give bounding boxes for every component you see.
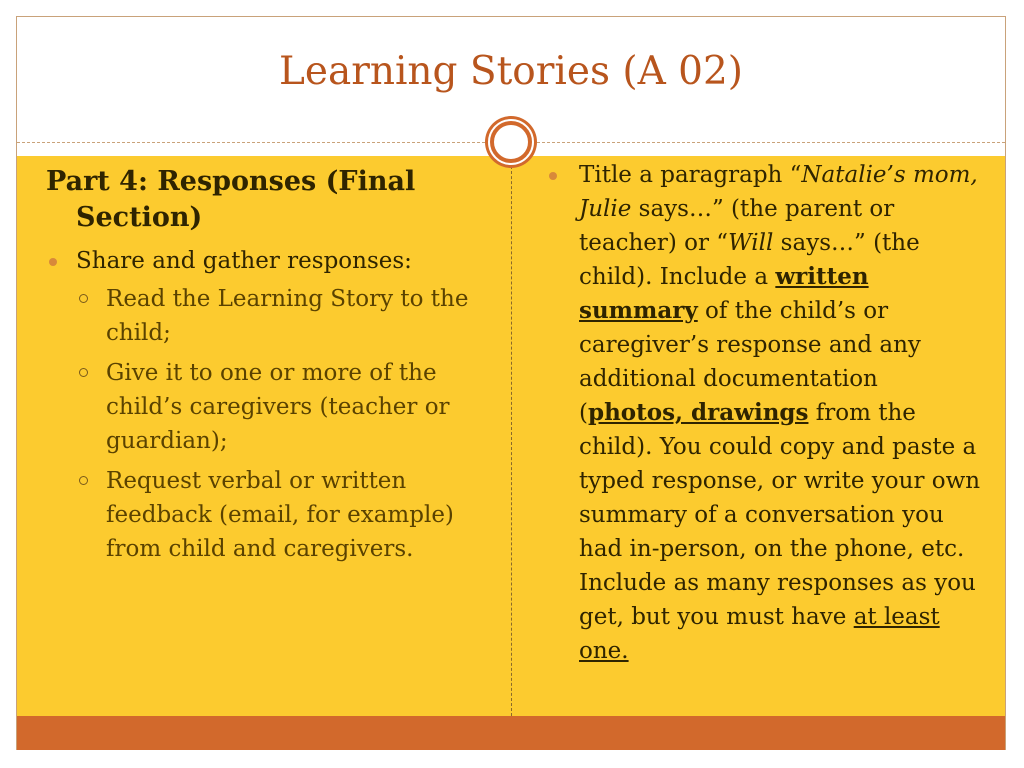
- text-run: of the child’s or caregiver’s response and any additional documentation (: [579, 298, 921, 426]
- sub-item-text: Request verbal or written feedback (email, for example) from child and caregivers.: [106, 468, 454, 562]
- text-run: Title a paragraph “: [579, 162, 802, 188]
- slide-title: Learning Stories (A 02): [278, 49, 744, 94]
- bullet-text: Share and gather responses:: [76, 248, 412, 274]
- circle-ornament-icon: [485, 116, 537, 168]
- text-run: says…” (the child). Include a: [579, 230, 920, 290]
- text-run: from the child). You could copy and paste a typed response, or write your own summary of a conversation you had in-person, on the phone, etc. Include as many responses as you get, but you must have: [579, 400, 981, 630]
- instruction-paragraph: [549, 158, 981, 668]
- sub-list-item: [76, 282, 486, 350]
- ornament-center: [491, 122, 531, 162]
- bullet-dot-icon: [49, 258, 57, 266]
- bold-underline-run: written summary: [579, 263, 869, 324]
- italic-run: Will: [728, 230, 774, 256]
- sub-item-text: Give it to one or more of the child’s caregivers (teacher or guardian);: [106, 360, 450, 454]
- italic-run: Natalie’s mom, Julie: [579, 162, 978, 222]
- sub-item-text: Read the Learning Story to the child;: [106, 286, 469, 346]
- sub-list-item: [76, 356, 486, 458]
- right-column: [549, 158, 981, 668]
- underline-run: at least one.: [579, 604, 940, 664]
- left-column: [46, 164, 486, 572]
- bullet-list: [46, 244, 486, 566]
- bullet-dot-icon: [549, 172, 557, 180]
- hollow-circle-bullet-icon: [79, 476, 88, 485]
- section-heading: Part 4: Responses (Final Section): [46, 166, 416, 233]
- sub-list-item: [76, 464, 486, 566]
- hollow-circle-bullet-icon: [79, 368, 88, 377]
- list-item: [46, 244, 486, 566]
- text-run: says…” (the parent or teacher) or “: [579, 196, 895, 256]
- bold-underline-run: photos, drawings: [587, 399, 809, 426]
- sub-list: [76, 282, 486, 566]
- hollow-circle-bullet-icon: [79, 294, 88, 303]
- column-divider: [511, 156, 512, 716]
- footer-band: [17, 716, 1005, 750]
